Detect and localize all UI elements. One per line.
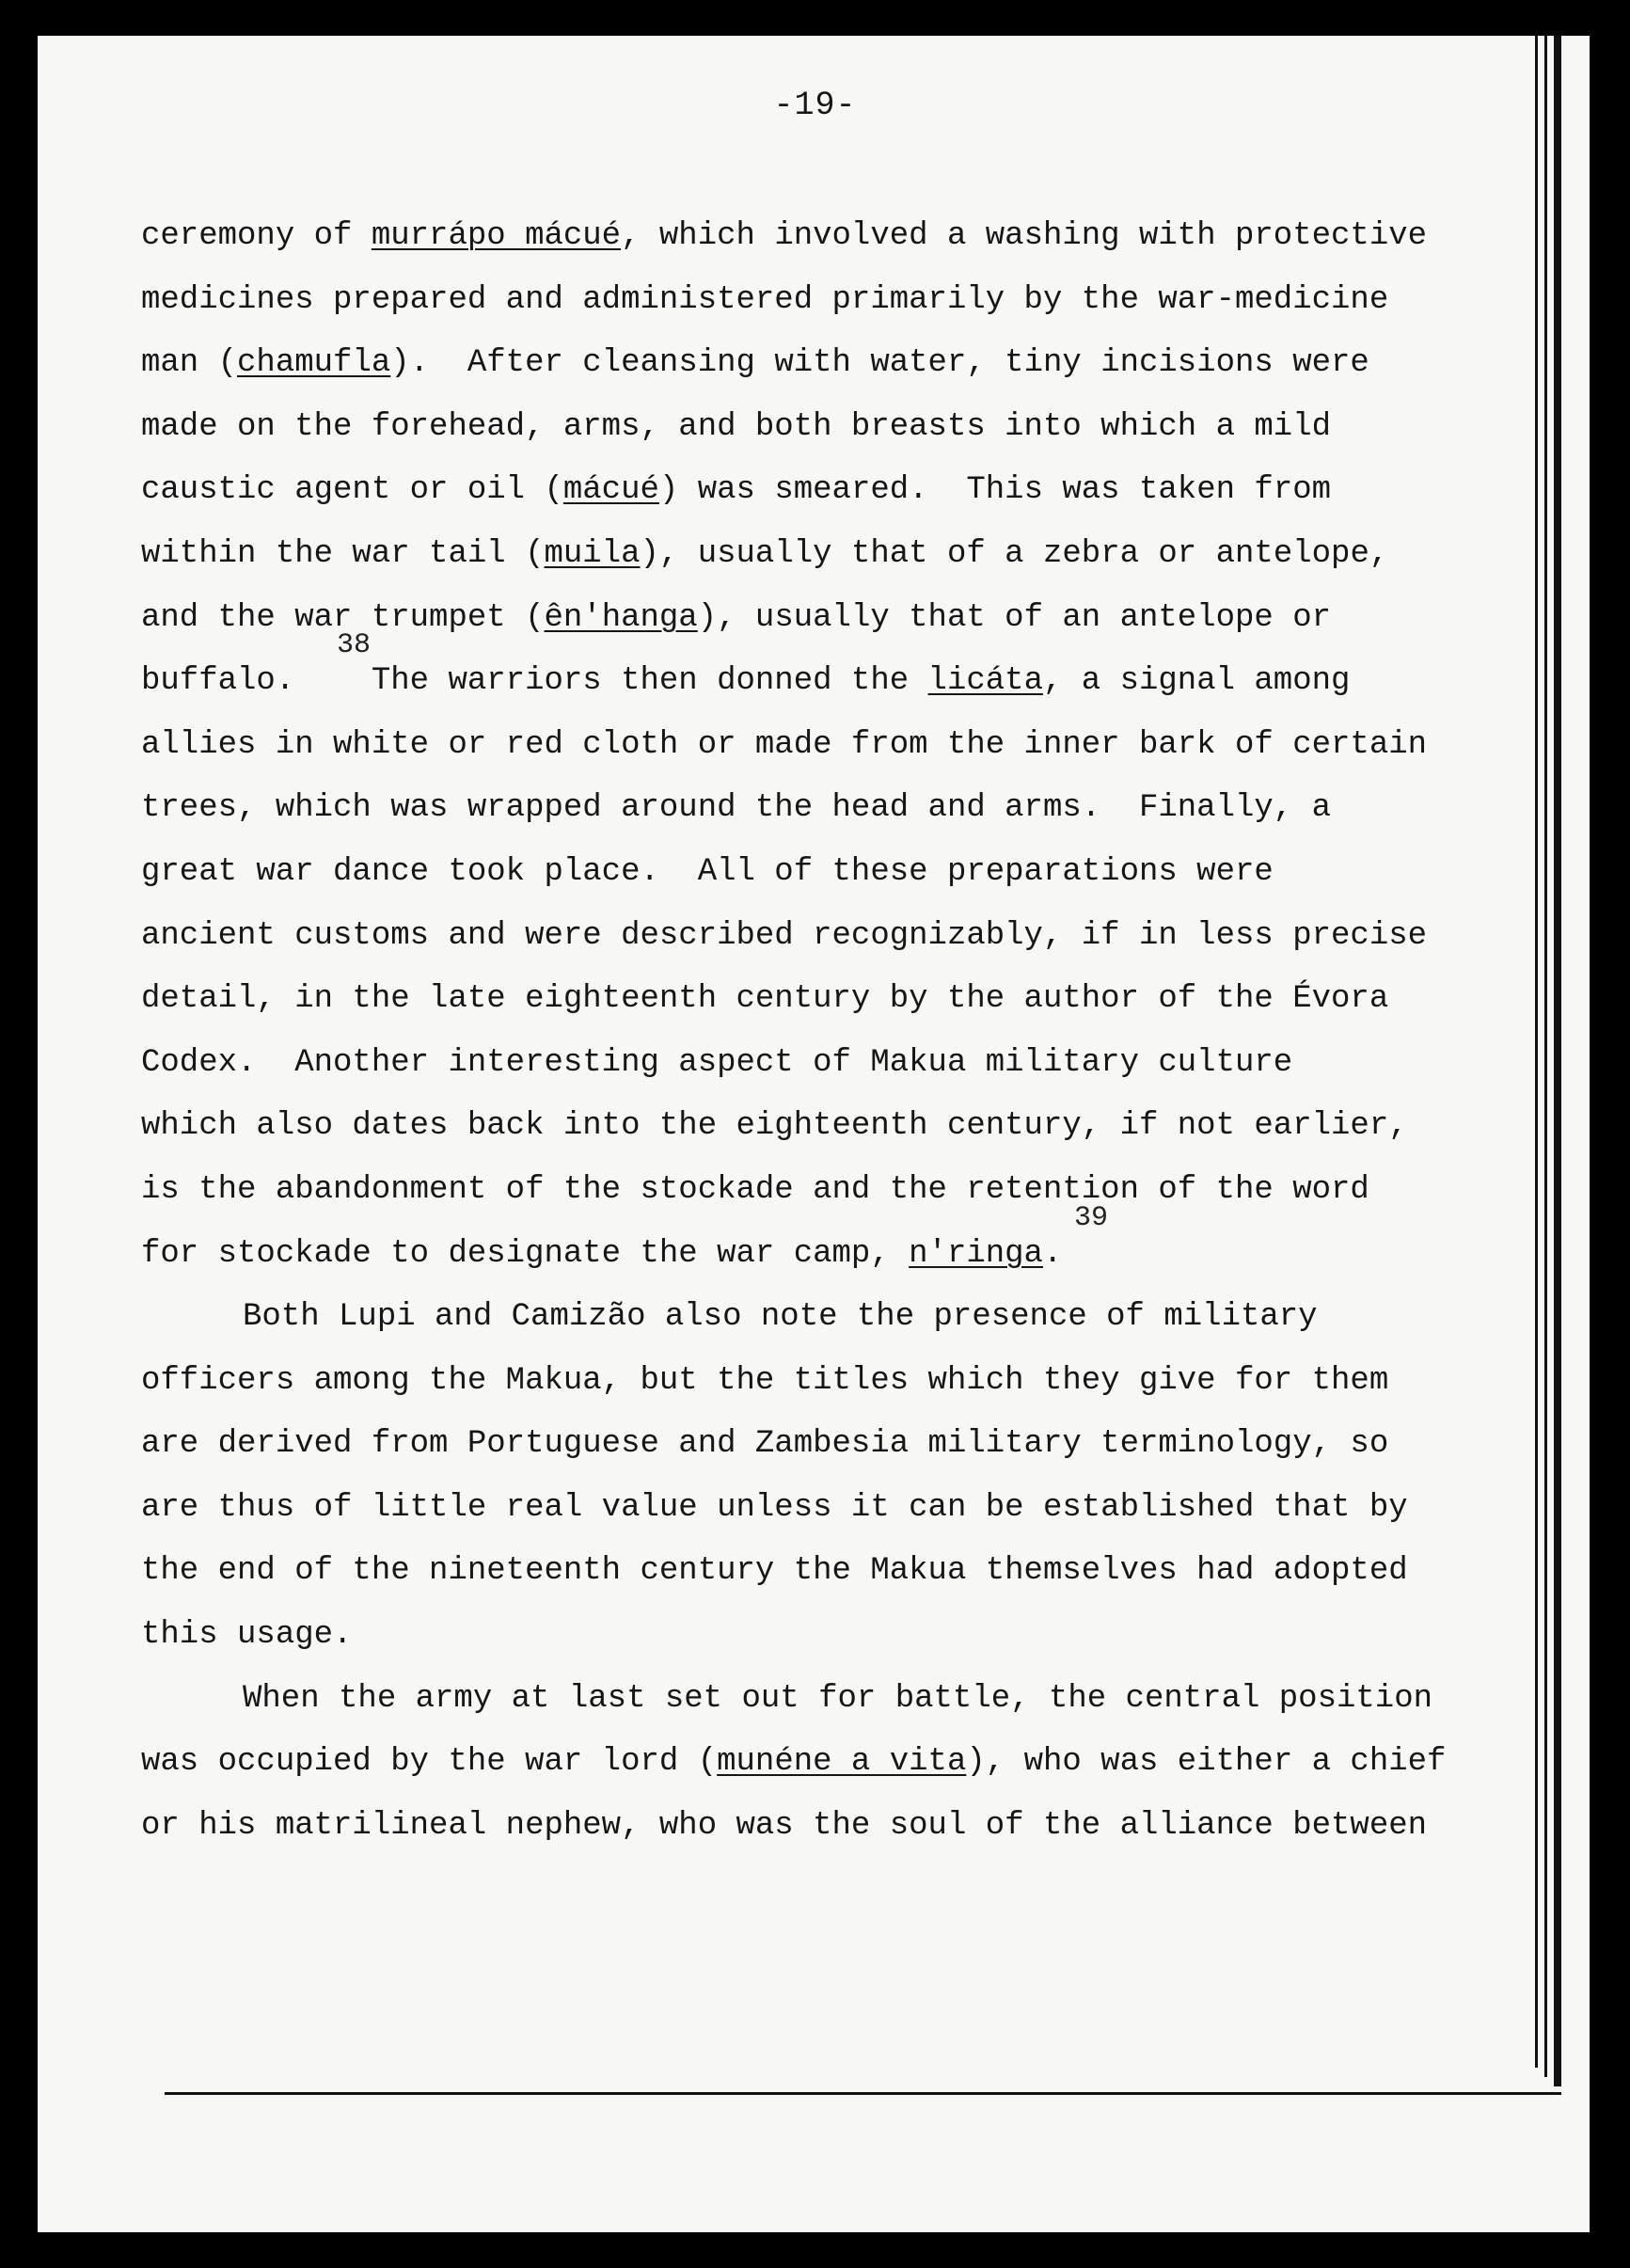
text-line [141,1477,1486,1541]
text-line [141,629,1486,714]
text-line [141,1350,1486,1414]
text-line [141,523,1486,587]
text-run: or his matrilineal nephew, who was the soul of the alliance between [141,1807,1428,1844]
text-run: trees, which was wrapped around the head and arms. Finally, a [141,790,1332,827]
text-run: , a signal among [1042,663,1351,700]
text-line [141,396,1486,460]
text-run: which also dates back into the eighteenth century, if not earlier, [141,1108,1408,1145]
text-run: was occupied by the war lord ( [141,1744,718,1781]
text-run: this usage. [141,1617,353,1654]
text-run: great war dance took place. All of these preparations were [141,853,1274,890]
text-run: is the abandonment of the stockade and the retention of the word [141,1171,1369,1208]
text-run: buffalo. The warriors then donned the [141,663,928,700]
paragraph [141,205,1486,1286]
underlined-term: mácué [562,472,659,509]
text-line [141,1540,1486,1604]
page-number: -19- [773,87,857,124]
text-run: are thus of little real value unless it can be established that by [141,1489,1408,1526]
text-line [141,459,1486,523]
text-run: for stockade to designate the war camp, [141,1235,910,1272]
text-line [141,1795,1486,1859]
underlined-term: n'ringa [909,1235,1043,1272]
text-line [141,1604,1486,1668]
text-line [141,1286,1486,1350]
text-line [141,1032,1486,1096]
underlined-term: chamufla [237,345,391,382]
text-run: , which involved a washing with protective [621,218,1428,254]
paragraph [141,1668,1486,1859]
text-run: ), usually that of a zebra or antelope, [640,535,1389,572]
text-line [141,1095,1486,1159]
text-line [141,777,1486,841]
text-run: . [1042,1235,1063,1272]
right-border-rule-inner [1544,36,1547,2077]
text-line [141,905,1486,969]
text-run: ) was smeared. This was taken from [658,472,1332,509]
text-run: medicines prepared and administered primarily by the war-medicine [141,281,1389,318]
underlined-term: licáta [927,663,1043,700]
right-border-rule [1535,36,1538,2068]
body-text [141,205,1486,1858]
text-run: ancient customs and were described recognizably, if in less precise [141,917,1428,954]
text-line [141,841,1486,905]
footnote-marker: 39 [1074,1201,1109,1234]
text-run: within the war tail ( [141,535,545,572]
text-line [141,1731,1486,1795]
underlined-term: munéne a vita [717,1744,967,1781]
text-run: are derived from Portuguese and Zambesia military terminology, so [141,1426,1389,1463]
text-line [141,1668,1486,1732]
bottom-border-rule [165,2092,1561,2095]
text-run: man ( [141,345,238,382]
text-run: officers among the Makua, but the titles which they give for them [141,1362,1389,1399]
text-run: When the army at last set out for battle, the central position [243,1680,1433,1717]
text-run: caustic agent or oil ( [141,472,563,509]
text-line [141,968,1486,1032]
text-run: and the war trumpet ( [141,599,545,636]
text-line [141,1159,1486,1223]
underlined-term: muila [544,535,641,572]
text-run: Both Lupi and Camizão also note the presence of military [243,1299,1318,1336]
text-run: allies in white or red cloth or made from the inner bark of certain [141,726,1428,763]
text-line [141,332,1486,396]
text-run: ), who was either a chief [966,1744,1447,1781]
text-run: ). After cleansing with water, tiny incisions were [390,345,1369,382]
footnote-marker: 38 [337,629,372,662]
underlined-term: ên'hanga [544,599,698,636]
text-line [141,714,1486,778]
underlined-term: murrápo mácué [371,218,622,254]
text-line [141,205,1486,269]
text-line [141,1413,1486,1477]
text-line [141,1201,1486,1287]
text-run: Codex. Another interesting aspect of Makua military culture [141,1044,1293,1081]
paragraph [141,1286,1486,1668]
text-run: made on the forehead, arms, and both breasts into which a mild [141,408,1332,445]
text-run: detail, in the late eighteenth century by the author of the Évora [141,981,1389,1018]
text-line [141,269,1486,333]
right-border-rule-thick [1554,36,1561,2086]
text-run: the end of the nineteenth century the Makua themselves had adopted [141,1553,1408,1590]
text-run: ceremony of [141,218,372,254]
text-run: ), usually that of an antelope or [697,599,1332,636]
